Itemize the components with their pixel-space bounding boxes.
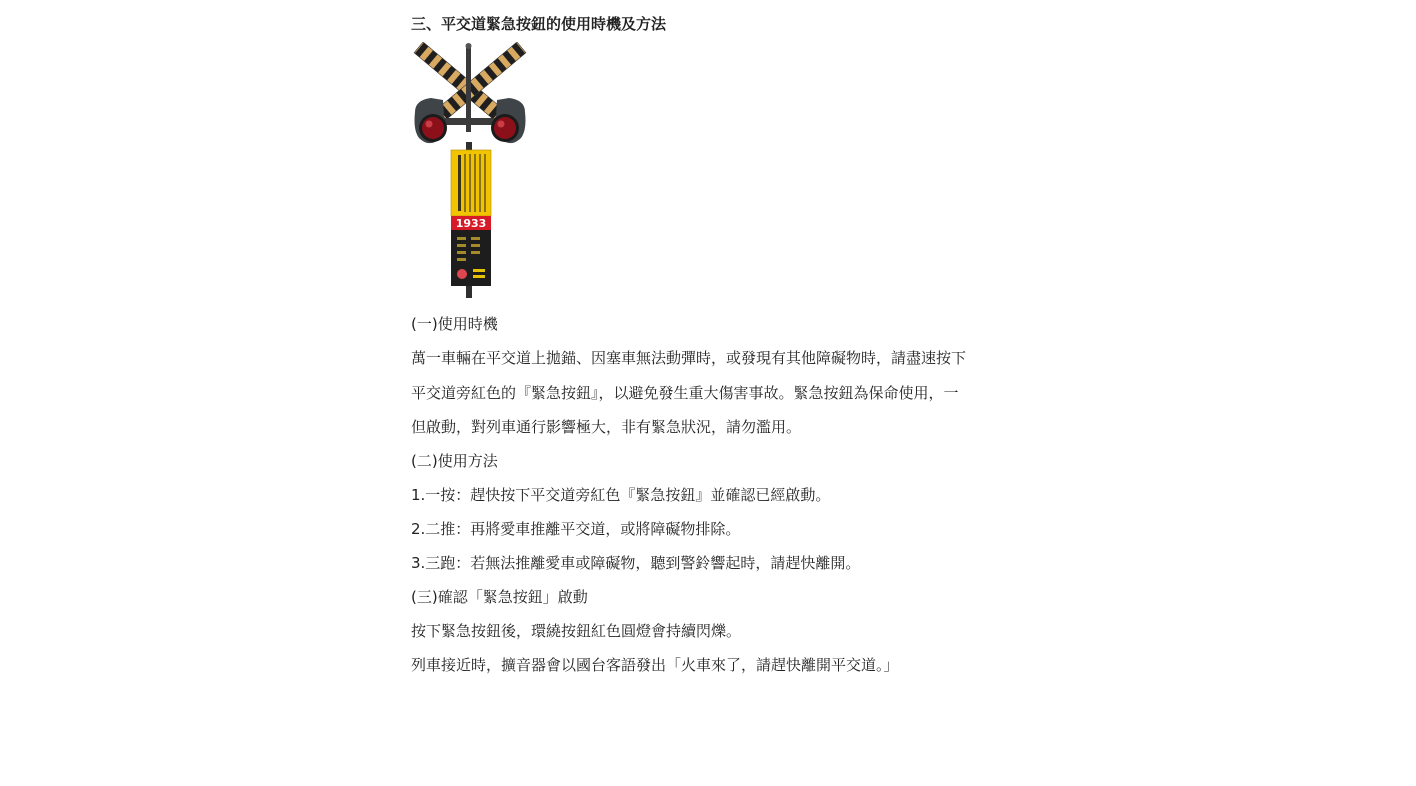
- emergency-button-box: [451, 230, 491, 286]
- timing-line-3: 但啟動，對列車通行影響極大，非有緊急狀況，請勿濫用。: [411, 418, 802, 436]
- method-step-3: 3.三跑：若無法推離愛車或障礙物，聽到警鈴響起時，請趕快離開。: [411, 554, 861, 572]
- method-step-1: 1.一按：趕快按下平交道旁紅色『緊急按鈕』並確認已經啟動。: [411, 486, 831, 504]
- method-title: (二)使用方法: [411, 452, 498, 470]
- emergency-button-sign: [451, 150, 491, 216]
- left-warning-lamp: [415, 98, 448, 143]
- red-button-icon: [457, 269, 467, 279]
- timing-line-1: 萬一車輛在平交道上拋錨、因塞車無法動彈時，或發現有其他障礙物時，請盡速按下: [411, 349, 967, 367]
- method-step-2: 2.二推：再將愛車推離平交道，或將障礙物排除。: [411, 520, 741, 538]
- hotline-band: [451, 216, 491, 230]
- lamp-bar: [443, 118, 497, 125]
- railway-crossing-illustration: [413, 42, 531, 300]
- timing-line-2: 平交道旁紅色的『緊急按鈕』，以避免發生重大傷害事故。緊急按鈕為保命使用，一: [411, 384, 959, 402]
- confirm-line-1: 按下緊急按鈕後，環繞按鈕紅色圓燈會持續閃爍。: [411, 622, 742, 640]
- timing-title: (一)使用時機: [411, 315, 498, 333]
- hotline-number: 1933: [455, 217, 487, 230]
- confirm-line-2: 列車接近時，擴音器會以國台客語發出「火車來了，請趕快離開平交道。」: [411, 656, 899, 674]
- pole-cap: [466, 43, 472, 49]
- confirm-title: (三)確認「緊急按鈕」啟動: [411, 588, 588, 606]
- section-heading: 三、平交道緊急按鈕的使用時機及方法: [411, 15, 667, 33]
- railway-crossing-emergency-button-image: [413, 42, 531, 300]
